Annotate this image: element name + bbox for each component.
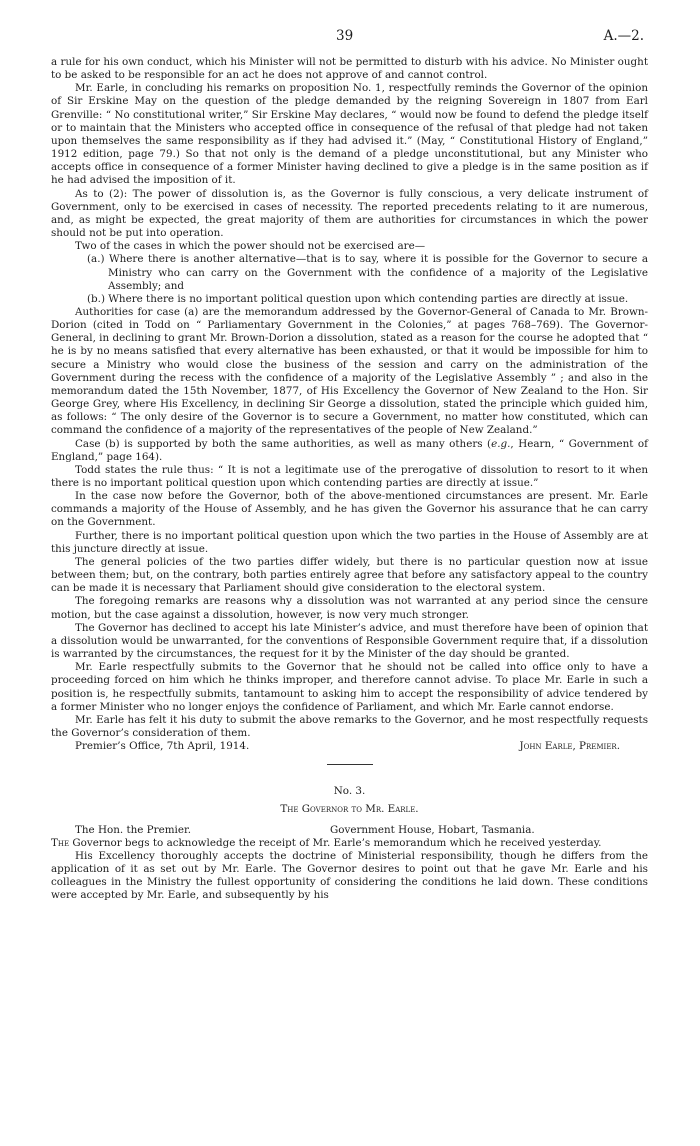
paragraph-dissolution-power: As to (2): The power of dissolution is, as the Governor is fully conscious, a very delicate instrument of Government, only to be exercised in cases of necessity. The reported precedents relating to it are numerous, and, as might be expected, the great majority of them are authorities for circumstances in which the power should not be put into operation. bbox=[51, 187, 648, 240]
paragraph-no-question: Further, there is no important political question upon which the two parties in the House of Assembly are at this juncture directly at issue. bbox=[51, 529, 648, 555]
address-line bbox=[51, 824, 648, 837]
paragraph-case-now: In the case now before the Governor, both of the above-mentioned circumstances are present. Mr. Earle commands a majority of the House of Assembly, and he has given the Governor his assurance that he can carry on the Government. bbox=[51, 490, 648, 529]
section-number: No. 3. bbox=[333, 785, 366, 798]
paragraph-two-cases: Two of the cases in which the power should not be exercised are— bbox=[75, 240, 426, 253]
case-a-text: Where there is another alternative—that is to say, where it is possible for the Governor to secure a Ministry who can carry on the Government with the confidence of a majority of the Legislative Assembly; and bbox=[108, 253, 648, 292]
signoff-line bbox=[51, 740, 648, 753]
place-date: Premier’s Office, 7th April, 1914. bbox=[75, 740, 250, 753]
paragraph-authorities: Authorities for case (a) are the memorandum addressed by the Governor-General of Canada to Mr. Brown-Dorion (cited in Todd on “ Parliamentary Government in the Colonies,” at pages 768–769). The Governor-General, in declining to grant Mr. Brown-Dorion a dissolution, stated as a reason for the course he adopted that “ he is by no means satisfied that every alternative has been exhausted, or that it would be impossible for him to secure a Ministry who would close the business of the session and carry on the administration of the Government during the recess with the confidence of a majority of the Legislative Assembly ” ; and also in the memorandum dated the 15th November, 1877, of His Excellency the Governor of New Zealand to the Hon. Sir George Grey, where His Excellency, in declining Sir George a dissolution, stated the principle which guided him, as follows: “ The only desire of the Governor is to secure a Government, no matter how constituted, which can command the confidence of a majority of the representatives of the people of New Zealand.” bbox=[51, 305, 648, 437]
paragraph-acknowledge bbox=[51, 837, 648, 850]
case-a-label: (a.) bbox=[87, 253, 105, 266]
paragraph-earle-duty: Mr. Earle has felt it his duty to submit the above remarks to the Governor, and he most respectfully requests the Governor’s consideration of them. bbox=[51, 713, 648, 739]
signature: John Earle, Premier. bbox=[519, 740, 620, 753]
paragraph-continuation: a rule for his own conduct, which his Minister will not be permitted to disturb with his advice. No Minister ought to be asked to be responsible for an act he does not approve of and cannot control. bbox=[51, 56, 648, 82]
paragraph-excellency: His Excellency thoroughly accepts the doctrine of Ministerial responsibility, though he differs from the application of it as set out by Mr. Earle. The Governor desires to point out that he gave Mr. Earle and his colleagues in the Ministry the fullest opportunity of considering the conditions he laid down. These conditions were accepted by Mr. Earle, and subsequently by his bbox=[51, 849, 648, 902]
opening-word: The bbox=[51, 836, 70, 849]
paragraph-foregoing-remarks: The foregoing remarks are reasons why a dissolution was not warranted at any period since the censure motion, but the case against a dissolution, however, is now very much stronger. bbox=[51, 595, 648, 621]
page-number: 39 bbox=[336, 28, 354, 44]
paragraph-todd-rule: Todd states the rule thus: “ It is not a legitimate use of the prerogative of dissolution to resort to it when there is no important political question upon which contending parties are directly at issue.” bbox=[51, 463, 648, 489]
paragraph-case-b-support bbox=[51, 438, 648, 464]
case-b-text: Where there is no important political question upon which contending parties are directly at issue. bbox=[108, 292, 629, 305]
case-b-label: (b.) bbox=[87, 292, 105, 305]
case-b-text-before: Case (b) is supported by both the same authorities, as well as many others ( bbox=[75, 437, 492, 450]
sender-address: Government House, Hobart, Tasmania. bbox=[330, 823, 535, 836]
paragraph-earle-submits: Mr. Earle respectfully submits to the Governor that he should not be called into office only to have a proceeding forced on him which he thinks improper, and therefore cannot advise. To place Mr. Earle in such a position is, he respectfully submits, tantamount to asking him to accept the responsibility of advice tendered by a former Minister who no longer enjoys the confidence of Parliament, and which Mr. Earle cannot endorse. bbox=[51, 661, 648, 713]
series-reference: A.—2. bbox=[603, 28, 644, 44]
page-header bbox=[51, 30, 648, 56]
eg-italic: e.g. bbox=[491, 437, 511, 450]
heading-governor: The Governor bbox=[280, 803, 349, 816]
acknowledge-text: Governor begs to acknowledge the receipt of Mr. Earle’s memorandum which he received yesterday. bbox=[69, 836, 602, 849]
addressee: The Hon. the Premier. bbox=[75, 823, 192, 836]
case-b-text-after: , Hearn, “ Government of England,” page 164). bbox=[51, 437, 648, 463]
paragraph-governor-declined: The Governor has declined to accept his late Minister’s advice, and must therefore have been of opinion that a dissolution would be unwarranted, for the conventions of Responsible Government require that, if a dissolution is warranted by the circumstances, the request for it by the Minister of the day should be granted. bbox=[51, 621, 648, 661]
paragraph-erskine-may: Mr. Earle, in concluding his remarks on proposition No. 1, respectfully reminds the Governor of the opinion of Sir Erskine May on the question of the pledge demanded by the reigning Sovereign in 1807 from Earl Grenville: “ No constitutional writer,” Sir Erskine May declares, “ would now be found to defend the pledge itself or to maintain that the Ministers who accepted office in consequence of the refusal of that pledge had not taken upon themselves the same responsibility as if they had advised it.” (May, “ Constitutional History of England,” 1912 edition, page 79.) So that not only is the demand of a pledge unconstitutional, but any Minister who accepts office in consequence of a former Minister having declined to give a pledge is in the same position as if he had advised the imposition of it. bbox=[51, 82, 648, 187]
section-divider bbox=[327, 764, 373, 765]
case-b bbox=[51, 293, 648, 306]
heading-rest: to Mr. Earle. bbox=[348, 803, 419, 816]
case-a bbox=[51, 253, 648, 292]
paragraph-general-policies: The general policies of the two parties differ widely, but there is no particular question now at issue between them; but, on the contrary, both parties entirely agree that before any satisfactory appeal to the country can be made it is necessary that Parliament should give consideration to the electoral system. bbox=[51, 555, 648, 595]
section-heading bbox=[51, 803, 648, 816]
